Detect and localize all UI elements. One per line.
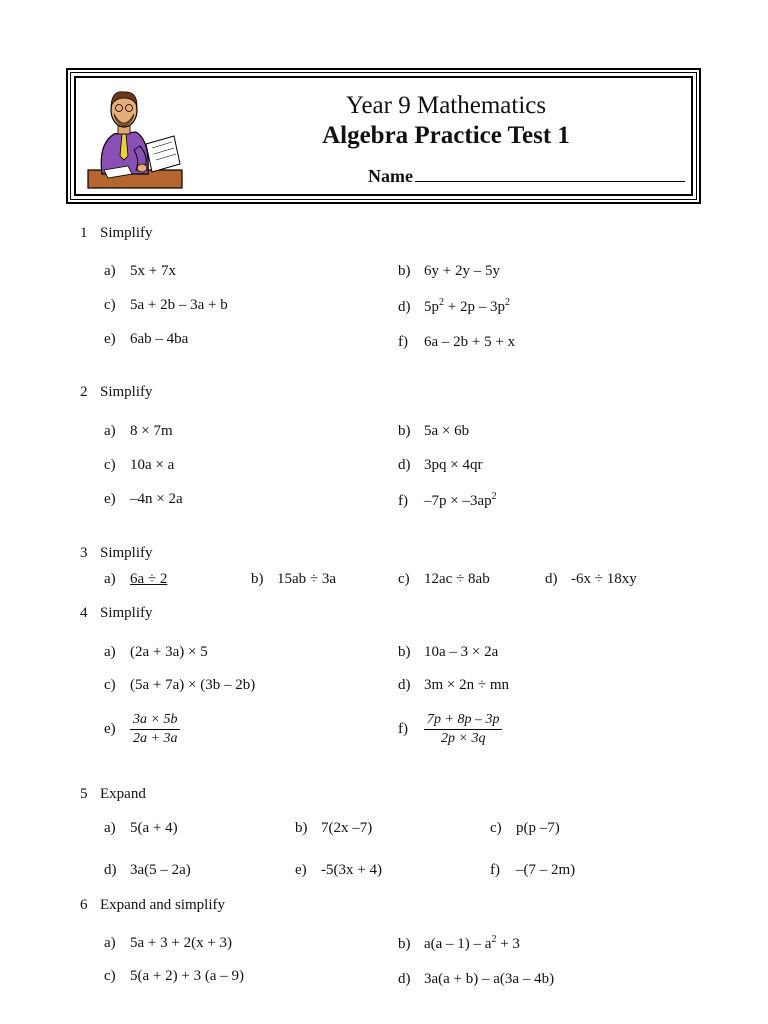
question-number: 1 [80,225,88,241]
q6-item-b: b) $a(a - 1) - a^2 + 3$ [398,934,520,952]
worksheet-subtitle: Algebra Practice Test 1 [322,122,570,149]
question-number: 2 [80,384,88,400]
q2-item-e: e) –4n × 2a [104,491,183,507]
q1-item-c: c) 5a + 2b – 3a + b [104,297,228,313]
q4-item-c: c) (5a + 7a) × (3b – 2b) [104,677,256,693]
fraction-expression [424,712,502,747]
q1-item-e: e) 6ab – 4ba [104,331,189,347]
q3-item-a: a) 6a ÷ 2 [104,571,168,587]
question-instruction: Simplify [100,605,153,621]
question-instruction: Expand [100,786,146,802]
name-label: Name [368,166,413,186]
question-4-heading [80,605,153,622]
q5-item-b: b) 7(2x –7) [295,820,373,836]
q5-item-c: c) p(p –7) [490,820,560,836]
q5-item-e: e) -5(3x + 4) [295,862,382,878]
fraction-numerator: 7p + 8p – 3p [424,712,502,730]
q6-item-d: d) 3a(a + b) – a(3a – 4b) [398,971,555,987]
fraction-expression [130,712,180,747]
question-number: 5 [80,786,88,802]
question-1-heading [80,225,153,242]
q2-item-c: c) 10a × a [104,457,175,473]
fraction-numerator: 3a × 5b [130,712,180,730]
q2-item-f: f) $-7p \times -3ap^2$ [398,491,497,509]
question-3-heading [80,545,153,562]
question-number: 4 [80,605,88,621]
question-instruction: Simplify [100,384,153,400]
q3-item-d: d) -6x ÷ 18xy [545,571,637,587]
q6-item-c: c) 5(a + 2) + 3 (a – 9) [104,968,244,984]
q2-item-a: a) 8 × 7m [104,423,173,439]
q6-item-a: a) 5a + 3 + 2(x + 3) [104,935,233,951]
q1-item-f: f) 6a – 2b + 5 + x [398,334,516,350]
name-field-row [368,166,685,187]
q4-item-b: b) 10a – 3 × 2a [398,644,499,660]
teacher-cartoon-illustration [84,84,184,192]
question-5-heading [80,786,146,803]
q4-item-e: e) $\frac{3a \times 5b}{2a + 3a}$ [104,712,180,747]
q1-item-b: b) 6y + 2y – 5y [398,263,500,279]
question-2-heading [80,384,153,401]
fraction-denominator: 2a + 3a [133,731,178,746]
q2-item-d: d) 3pq × 4qr [398,457,483,473]
q5-item-a: a) 5(a + 4) [104,820,178,836]
question-instruction: Simplify [100,225,153,241]
question-instruction: Simplify [100,545,153,561]
q4-item-d: d) 3m × 2n ÷ mn [398,677,510,693]
question-number: 3 [80,545,88,561]
q2-item-b: b) 5a × 6b [398,423,470,439]
q3-item-c: c) 12ac ÷ 8ab [398,571,490,587]
question-6-heading [80,897,225,914]
q4-item-a: a) (2a + 3a) × 5 [104,644,208,660]
q5-item-f: f) –(7 – 2m) [490,862,576,878]
q1-item-d: d) $5p^2 + 2p - 3p^2$ [398,297,510,315]
header-inner-border [74,76,693,196]
q4-item-f: f) $\frac{7p + 8p - 3p}{2p \times 3q}$ [398,712,502,747]
header-box [70,72,697,200]
q1-item-a: a) 5x + 7x [104,263,176,279]
q5-item-d: d) 3a(5 – 2a) [104,862,191,878]
name-blank-line[interactable] [415,168,685,182]
worksheet-title: Year 9 Mathematics [345,92,547,119]
fraction-denominator: 2p × 3q [441,731,486,746]
q3-item-b: b) 15ab ÷ 3a [251,571,337,587]
question-instruction: Expand and simplify [100,897,225,913]
question-number: 6 [80,897,88,913]
